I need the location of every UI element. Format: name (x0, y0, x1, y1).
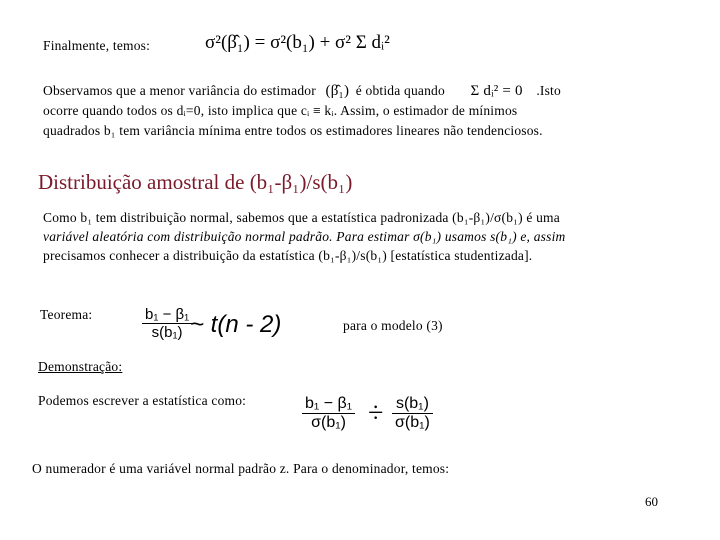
para2-line1: Como b₁ tem distribuição normal, sabemos que a estatística padronizada (b₁-β₁)/σ(b₁) é uma (43, 210, 560, 225)
variance-formula: σ²(β̂₁) = σ²(b₁) + σ² Σ dᵢ² (205, 32, 390, 53)
theorem-numerator: b₁ − β₁ (145, 306, 190, 323)
para1-line3: quadrados b₁ tem variância mínima entre todos os estimadores lineares não tendenciosos. (43, 123, 543, 138)
para1-line1-text-a: Observamos que a menor variância do estimador (43, 83, 316, 98)
para1-line1 (43, 83, 561, 100)
sum-condition: Σ dᵢ² = 0 (470, 83, 523, 99)
para1-line1-text-c: .Isto (536, 83, 561, 98)
theorem-model: para o modelo (3) (343, 318, 443, 333)
theorem-distribution: ~ t(n - 2) (190, 311, 282, 338)
demo-fraction-2 (392, 395, 433, 432)
demo-denominator-2: σ(b₁) (392, 413, 433, 432)
page-number: 60 (645, 494, 658, 509)
demo-fraction-1 (302, 395, 355, 432)
para1-line2: ocorre quando todos os dᵢ=0, isto implica que cᵢ ≡ kᵢ. Assim, o estimador de mínimos (43, 103, 518, 118)
demo-numerator-2: s(b₁) (395, 395, 429, 412)
theorem-denominator: s(b₁) (142, 323, 192, 341)
demo-text: Podemos escrever a estatística como: (38, 393, 247, 408)
para1-line1-text-b: é obtida quando (355, 83, 445, 98)
para2-line3: precisamos conhecer a distribuição da estatística (b₁-β₁)/s(b₁) [estatística studentizada]. (43, 248, 533, 263)
theorem-fraction (142, 306, 192, 341)
theorem-label: Teorema: (40, 307, 93, 322)
demo-label: Demonstração: (38, 359, 123, 374)
demo-denominator-1: σ(b₁) (302, 413, 355, 432)
beta-hat-symbol: (β̂₁) (325, 83, 350, 99)
bottom-text: O numerador é uma variável normal padrão z. Para o denominador, temos: (32, 461, 450, 476)
section-heading: Distribuição amostral de (b₁-β₁)/s(b₁) (38, 170, 353, 194)
division-sign: ÷ (368, 398, 384, 429)
para2-line2: variável aleatória com distribuição normal padrão. Para estimar σ(b₁) usamos s(b₁) e, assim (43, 229, 566, 244)
intro-label: Finalmente, temos: (43, 38, 151, 53)
demo-numerator-1: b₁ − β₁ (305, 395, 353, 412)
